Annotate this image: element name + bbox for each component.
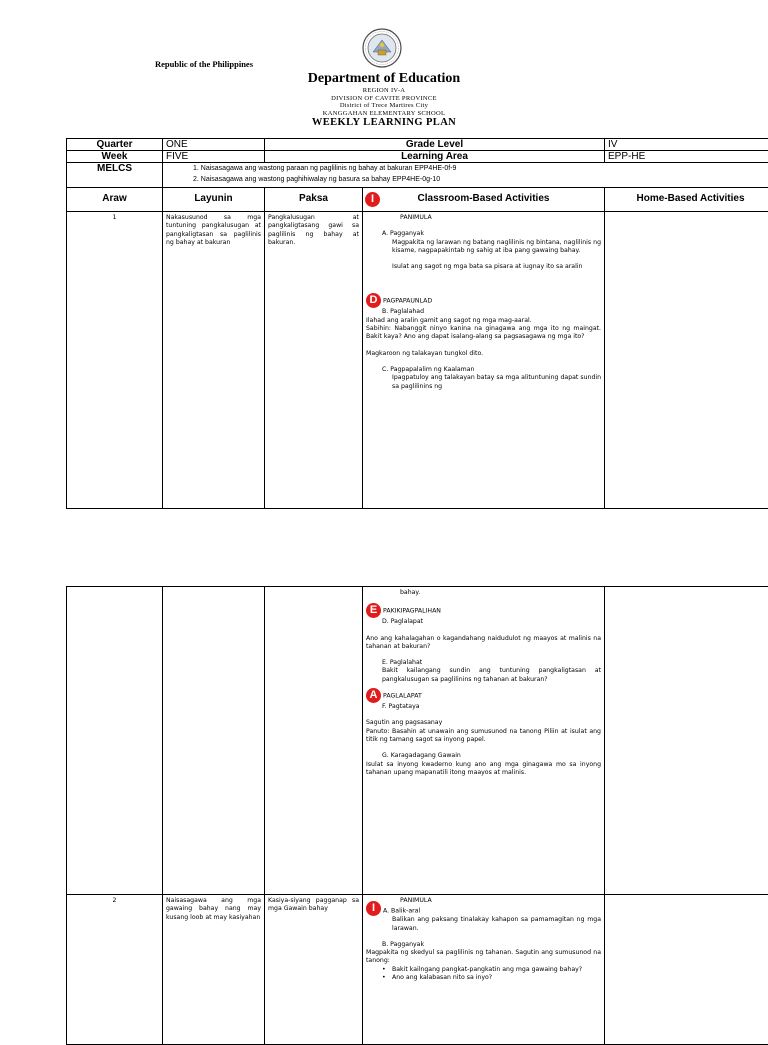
grade-level-value: IV bbox=[605, 139, 768, 151]
deped-seal-icon bbox=[362, 28, 402, 68]
badge-i-icon: I bbox=[366, 901, 381, 916]
item-e-title: E. Paglalahat bbox=[366, 659, 601, 667]
item-b-title: B. Pagganyak bbox=[366, 941, 601, 949]
column-layunin: Layunin bbox=[163, 188, 265, 212]
item-b-text3: Magkaroon ng talakayan tungkol dito. bbox=[366, 350, 601, 358]
item-c-text: Ipagpatuloy ang talakayan batay sa mga alituntuning dapat sundin sa paglilinins ng bbox=[366, 374, 601, 391]
column-home: Home-Based Activities bbox=[605, 188, 768, 212]
item-a-text2: Isulat ang sagot ng mga bata sa pisara at iugnay ito sa aralin bbox=[366, 263, 601, 271]
item-b-text1: Ilahad ang aralin gamit ang sagot ng mga mag-aaral. bbox=[366, 317, 601, 325]
classroom-activities-cell bbox=[363, 895, 605, 1045]
weekly-plan-table-page2 bbox=[66, 586, 768, 1045]
column-araw: Araw bbox=[67, 188, 163, 212]
home-activities-cell bbox=[605, 212, 768, 509]
letterhead bbox=[200, 70, 568, 128]
learning-area-value: EPP-HE bbox=[605, 151, 768, 163]
item-a-title: A. Balik-aral bbox=[383, 908, 420, 915]
item-f-text1: Sagutin ang pagsasanay bbox=[366, 719, 601, 727]
quarter-value: ONE bbox=[163, 139, 265, 151]
melc-item: 1. Naisasagawa ang wastong paraan ng paglilinis ng bahay at bakuran EPP4HE-0f-9 bbox=[193, 163, 768, 174]
item-d-text: Ano ang kahalagahan o kagandahang naidudulot ng maayos at malinis na tahanan at bakuran? bbox=[366, 635, 601, 652]
item-e-text: Bakit kailangang sundin ang tuntuning pangkaligtasan at pangkalusugan sa paglilinins ng tahanan at bakuran? bbox=[366, 667, 601, 684]
continued-text: bahay. bbox=[366, 589, 601, 597]
layunin-cell bbox=[163, 587, 265, 895]
section-pakikipagpalihan: PAKIKIPAGPALIHAN bbox=[383, 608, 441, 615]
quarter-label: Quarter bbox=[67, 139, 163, 151]
home-activities-cell bbox=[605, 895, 768, 1045]
item-a-text: Magpakita ng larawan ng batang naglilinis ng bintana, naglilinis ng kisame, nagpapakintab ng sahig at iba pang gawaing bahay. bbox=[366, 239, 601, 256]
section-paglalapat: PAGLALAPAT bbox=[383, 693, 422, 700]
table-row bbox=[67, 212, 768, 509]
item-b-title: B. Paglalahad bbox=[366, 308, 601, 316]
list-item: • Ano ang kalabasan nito sa inyo? bbox=[366, 974, 601, 982]
learning-area-label: Learning Area bbox=[265, 151, 605, 163]
week-value: FIVE bbox=[163, 151, 265, 163]
district-text: District of Trece Martires City bbox=[200, 102, 568, 110]
item-d-title: D. Paglalapat bbox=[366, 618, 601, 626]
item-f-text2: Panuto: Basahin at unawain ang sumusunod na tanong Piliin at isulat ang titik ng tamang sagot sa inyong papel. bbox=[366, 728, 601, 745]
item-c-title: C. Pagpapalalim ng Kaalaman bbox=[366, 366, 601, 374]
section-pagpapaunlad: PAGPAPAUNLAD bbox=[383, 298, 432, 305]
section-panimula: PANIMULA bbox=[366, 897, 601, 905]
badge-d-icon: D bbox=[366, 293, 381, 308]
school-text: KANGGAHAN ELEMENTARY SCHOOL bbox=[200, 110, 568, 118]
region-text: REGION IV-A bbox=[200, 87, 568, 95]
melcs-label: MELCS bbox=[67, 163, 163, 188]
list-item: • Bakit kailngang pangkat-pangkatin ang mga gawaing bahay? bbox=[366, 966, 601, 974]
column-classroom-label: Classroom-Based Activities bbox=[363, 194, 604, 205]
melcs-list bbox=[163, 163, 768, 188]
melc-item: 2. Naisasagawa ang wastong paghihiwalay ng basura sa bahay EPP4HE-0g-10 bbox=[193, 174, 768, 185]
item-g-title: G. Karagadagang Gawain bbox=[366, 752, 601, 760]
classroom-activities-cell bbox=[363, 587, 605, 895]
home-activities-cell bbox=[605, 587, 768, 895]
paksa-cell bbox=[265, 587, 363, 895]
table-row bbox=[67, 895, 768, 1045]
paksa-cell: Kasiya-siyang pagganap sa mga Gawain bahay bbox=[265, 895, 363, 1045]
item-b-text: Magpakita ng skedyul sa paglilinis ng tahanan. Sagutin ang sumusunod na tanong: bbox=[366, 949, 601, 966]
item-f-title: F. Pagtataya bbox=[366, 703, 601, 711]
weekly-plan-table-page1 bbox=[66, 138, 768, 509]
day-number bbox=[67, 587, 163, 895]
layunin-cell: Nakasusunod sa mga tuntuning pangkalusugan at pangkaligtasan sa paglilinis ng bahay at bakuran bbox=[163, 212, 265, 509]
republic-text: Republic of the Philippines bbox=[155, 59, 253, 69]
column-classroom bbox=[363, 188, 605, 212]
item-g-text: Isulat sa inyong kwaderno kung ano ang mga ginagawa mo sa inyong tahanan upang mapanatili itong maayos at malinis. bbox=[366, 761, 601, 778]
classroom-activities-cell bbox=[363, 212, 605, 509]
day-number: 2 bbox=[67, 895, 163, 1045]
paksa-cell: Pangkalusugan at pangkaligtasang gawi sa paglilinis ng bahay at bakuran. bbox=[265, 212, 363, 509]
badge-a-icon: A bbox=[366, 688, 381, 703]
item-a-title: A. Pagganyak bbox=[366, 230, 601, 238]
item-b-text2: Sabihin: Nabanggit ninyo kanina na ginagawa ang mga ito ng maingat. Bakit kaya? Ano ang dapat isalang-alang sa pagsasagawa ng mga ito? bbox=[366, 325, 601, 342]
department-title: Department of Education bbox=[200, 70, 568, 87]
day-number: 1 bbox=[67, 212, 163, 509]
item-a-text: Balikan ang paksang tinalakay kahapon sa pamamagitan ng mga larawan. bbox=[366, 916, 601, 933]
grade-level-label: Grade Level bbox=[265, 139, 605, 151]
badge-i-icon: I bbox=[365, 192, 380, 207]
layunin-cell: Naisasagawa ang mga gawaing bahay nang may kusang loob at may kasiyahan bbox=[163, 895, 265, 1045]
section-panimula: PANIMULA bbox=[366, 214, 601, 222]
plan-title: WEEKLY LEARNING PLAN bbox=[200, 117, 568, 128]
badge-e-icon: E bbox=[366, 603, 381, 618]
week-label: Week bbox=[67, 151, 163, 163]
division-text: DIVISION OF CAVITE PROVINCE bbox=[200, 95, 568, 103]
column-paksa: Paksa bbox=[265, 188, 363, 212]
table-row bbox=[67, 587, 768, 895]
